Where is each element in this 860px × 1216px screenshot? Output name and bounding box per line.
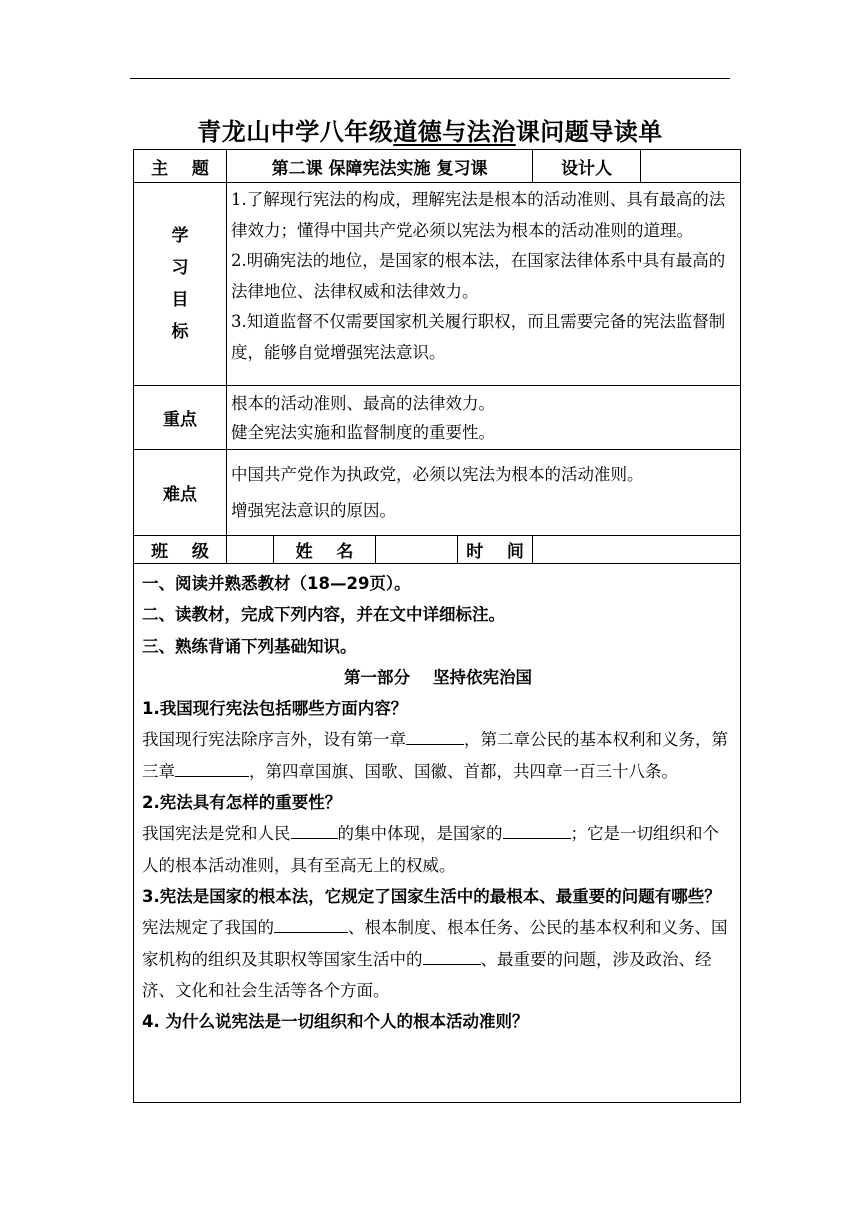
designer-value[interactable]: [641, 150, 741, 183]
goals-content: [227, 183, 741, 386]
title-subject: 道德与法治: [393, 118, 516, 146]
difficult-points-label: 难点: [134, 450, 227, 536]
goal-item: 1.了解现行宪法的构成，理解宪法是根本的活动准则、具有最高的法律效力；懂得中国共产党必须以宪法为根本的活动准则的道理。: [231, 190, 726, 240]
goal-item: 2.明确宪法的地位，是国家的根本法，在国家法律体系中具有最高的法律地位、法律权威和法律效力。: [231, 251, 726, 301]
topic-value: 第二课 保障宪法实施 复习课: [227, 150, 533, 183]
name-label: 姓 名: [274, 536, 376, 564]
question-3: 3.宪法是国家的根本法，它规定了国家生活中的最根本、最重要的问题有哪些？: [142, 886, 721, 906]
fill-blank[interactable]: [423, 946, 481, 965]
key-points-content: 根本的活动准则、最高的法律效力。 健全宪法实施和监督制度的重要性。: [227, 386, 741, 450]
question-1: 1.我国现行宪法包括哪些方面内容？: [142, 699, 408, 719]
instruction-line: 一、阅读并熟悉教材（18—29页）。: [142, 574, 411, 593]
goals-label: 学 习 目 标: [134, 183, 227, 386]
fill-blank[interactable]: [274, 914, 348, 933]
answer-2: 我国宪法是党和人民 的集中体现，是国家的 ；它是一切组织和个人的根本活动准则，具有至高无上的权威。: [142, 818, 734, 881]
title-prefix: 青龙山中学八年级: [197, 118, 394, 146]
goal-item: 3.知道监督不仅需要国家机关履行职权，而且需要完备的宪法监督制度，能够自觉增强宪法意识。: [231, 312, 726, 362]
time-label: 时 间: [458, 536, 533, 564]
designer-label: 设计人: [533, 150, 641, 183]
answer-3: 宪法规定了我国的 、根本制度、根本任务、公民的基本权利和义务、国家机构的组织及其职权等国家生活中的 、最重要的问题，涉及政治、经济、文化和社会生活等各个方面。: [142, 912, 734, 1006]
title-suffix: 课问题导读单: [515, 118, 663, 146]
class-label: 班 级: [134, 536, 227, 564]
instruction-line: 三、熟练背诵下列基础知识。: [142, 636, 357, 656]
class-field[interactable]: [227, 536, 274, 564]
fill-blank[interactable]: [503, 820, 571, 839]
difficult-points-content: 中国共产党作为执政党，必须以宪法为根本的活动准则。 增强宪法意识的原因。: [227, 450, 741, 536]
instruction-line: 二、读教材，完成下列内容，并在文中详细标注。: [142, 605, 505, 625]
key-points-label: 重点: [134, 386, 227, 450]
name-field[interactable]: [376, 536, 458, 564]
guide-content: [134, 564, 741, 1103]
section-title: 第一部分 坚持依宪治国: [344, 667, 533, 687]
fill-blank[interactable]: [175, 758, 249, 777]
guide-table: [133, 149, 741, 1103]
question-2: 2.宪法具有怎样的重要性？: [142, 793, 342, 813]
page-title: [0, 112, 860, 147]
fill-blank[interactable]: [406, 726, 464, 745]
question-4: 4. 为什么说宪法是一切组织和个人的根本活动准则？: [142, 1012, 529, 1032]
time-field[interactable]: [533, 536, 741, 564]
topic-label: 主 题: [134, 150, 227, 183]
answer-1: 我国现行宪法除序言外，设有第一章 ，第二章公民的基本权利和义务，第三章 ，第四章国旗、国歌、国徽、首都，共四章一百三十八条。: [142, 724, 734, 787]
fill-blank[interactable]: [291, 820, 338, 839]
header-rule: [130, 78, 730, 79]
